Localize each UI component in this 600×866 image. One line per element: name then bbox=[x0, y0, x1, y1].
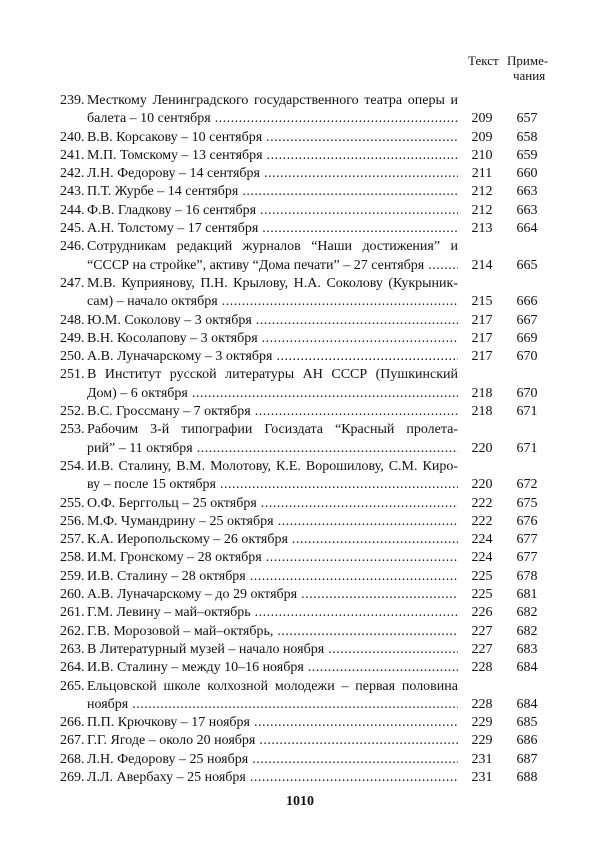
notes-page-number: 684 bbox=[516, 696, 538, 712]
entry-number: 251. bbox=[60, 367, 85, 383]
text-page-number: 222 bbox=[471, 495, 493, 511]
entry-title bbox=[87, 110, 458, 128]
toc-line bbox=[60, 165, 550, 183]
notes-page-number: 671 bbox=[516, 440, 538, 456]
text-page-number: 225 bbox=[471, 587, 493, 603]
notes-page-number: 663 bbox=[516, 184, 538, 200]
entry-number: 242. bbox=[60, 166, 85, 182]
entry-title-text: балета – 10 сентября bbox=[87, 111, 211, 127]
toc-line bbox=[60, 275, 550, 293]
entry-title-text: П.П. Крючкову – 17 ноября bbox=[87, 715, 250, 731]
entry-title-text: В Литературный музей – начало ноября bbox=[87, 641, 325, 657]
toc-line bbox=[60, 531, 550, 549]
entry-number: 261. bbox=[60, 605, 85, 621]
toc-line bbox=[60, 549, 550, 567]
toc-line bbox=[60, 623, 550, 641]
dot-leader bbox=[428, 257, 458, 275]
entry-number: 249. bbox=[60, 330, 85, 346]
entry-number: 266. bbox=[60, 715, 85, 731]
toc-line bbox=[60, 586, 550, 604]
text-page-number: 222 bbox=[471, 513, 493, 529]
entry-title-text: И.В. Сталину – 28 октября bbox=[87, 568, 246, 584]
notes-page-number: 670 bbox=[516, 385, 538, 401]
text-page-number: 209 bbox=[471, 111, 493, 127]
notes-page-number: 669 bbox=[516, 330, 538, 346]
dot-leader bbox=[261, 495, 458, 513]
text-page-number: 224 bbox=[471, 550, 493, 566]
entry-title bbox=[87, 604, 458, 622]
entry-number: 239. bbox=[60, 93, 85, 108]
text-page-number: 229 bbox=[471, 715, 493, 731]
entry-number: 253. bbox=[60, 422, 85, 438]
toc-line bbox=[60, 92, 550, 110]
dot-leader bbox=[242, 183, 458, 201]
toc-line bbox=[60, 641, 550, 659]
entry-number: 248. bbox=[60, 312, 85, 328]
toc-entry[interactable] bbox=[60, 147, 550, 165]
toc-line bbox=[60, 257, 550, 275]
entry-title-text: О.Ф. Берггольц – 25 октября bbox=[87, 495, 257, 511]
entry-title bbox=[87, 403, 458, 421]
text-page-number: 218 bbox=[471, 385, 493, 401]
toc-entry[interactable] bbox=[60, 330, 550, 348]
entry-title bbox=[87, 312, 458, 330]
toc-entry[interactable] bbox=[60, 92, 550, 129]
entry-number: 258. bbox=[60, 550, 85, 566]
notes-page-number: 685 bbox=[516, 715, 538, 731]
toc-line bbox=[60, 714, 550, 732]
entry-title-text: Л.Н. Федорову – 14 сентября bbox=[87, 166, 260, 182]
toc-entry[interactable] bbox=[60, 366, 550, 403]
entry-title bbox=[87, 586, 458, 604]
toc-line bbox=[60, 696, 550, 714]
toc-line bbox=[60, 568, 550, 586]
entry-title bbox=[87, 696, 458, 714]
text-page-number: 218 bbox=[471, 404, 493, 420]
toc-entry[interactable] bbox=[60, 183, 550, 201]
toc-entry[interactable] bbox=[60, 678, 550, 715]
text-page-number: 226 bbox=[471, 605, 493, 621]
toc-entry[interactable] bbox=[60, 751, 550, 769]
notes-page-number: 677 bbox=[516, 550, 538, 566]
entry-title bbox=[87, 476, 458, 494]
toc-entry[interactable] bbox=[60, 531, 550, 549]
dot-leader bbox=[197, 440, 458, 458]
entry-title-text: Ф.В. Гладкову – 16 сентября bbox=[87, 202, 257, 218]
toc-line bbox=[60, 238, 550, 256]
entry-title bbox=[87, 714, 458, 732]
entry-title: Рабочим 3-й типографии Госиздата “Красный пролета- bbox=[87, 422, 458, 438]
toc-entry[interactable] bbox=[60, 623, 550, 641]
toc-entry[interactable] bbox=[60, 495, 550, 513]
toc-line bbox=[60, 732, 550, 750]
toc-entry[interactable] bbox=[60, 202, 550, 220]
entry-title bbox=[87, 348, 458, 366]
entry-title: М.В. Куприянову, П.Н. Крылову, Н.А. Соколову (Кукрыник- bbox=[87, 275, 458, 291]
entry-title-text: Ю.М. Соколову – 3 октября bbox=[87, 312, 252, 328]
toc-entry[interactable] bbox=[60, 641, 550, 659]
notes-page-number: 682 bbox=[516, 605, 538, 621]
text-page-number: 212 bbox=[471, 202, 493, 218]
entry-title-text: ву – после 15 октября bbox=[87, 477, 216, 493]
toc-line bbox=[60, 421, 550, 439]
entry-title bbox=[87, 751, 458, 769]
entry-number: 247. bbox=[60, 275, 85, 291]
text-page-number: 224 bbox=[471, 532, 493, 548]
toc-entry[interactable] bbox=[60, 220, 550, 238]
toc-line bbox=[60, 202, 550, 220]
notes-page-number: 686 bbox=[516, 733, 538, 749]
entry-title bbox=[87, 257, 458, 275]
toc-entry[interactable] bbox=[60, 568, 550, 586]
notes-page-number: 672 bbox=[516, 477, 538, 493]
entry-title-text: В.Н. Косолапову – 3 октября bbox=[87, 330, 258, 346]
entry-title-text: В.С. Гроссману – 7 октября bbox=[87, 404, 251, 420]
entry-title-text: Л.Н. Федорову – 25 ноября bbox=[87, 751, 249, 767]
text-page-number: 211 bbox=[471, 166, 493, 182]
toc-line bbox=[60, 604, 550, 622]
text-page-number: 225 bbox=[471, 568, 493, 584]
entry-title bbox=[87, 495, 458, 513]
entry-number: 267. bbox=[60, 733, 85, 749]
entry-title bbox=[87, 202, 458, 220]
entry-title-text: ноября bbox=[87, 696, 129, 712]
entry-number: 268. bbox=[60, 751, 85, 767]
text-page-number: 227 bbox=[471, 641, 493, 657]
toc-line bbox=[60, 751, 550, 769]
dot-leader bbox=[262, 330, 458, 348]
entry-number: 245. bbox=[60, 221, 85, 237]
entry-title: Сотрудникам редакций журналов “Наши достижения” и bbox=[87, 239, 458, 255]
toc-line bbox=[60, 293, 550, 311]
notes-page-number: 678 bbox=[516, 568, 538, 584]
entry-number: 252. bbox=[60, 404, 85, 420]
toc-line bbox=[60, 330, 550, 348]
text-page-number: 220 bbox=[471, 477, 493, 493]
entry-number: 241. bbox=[60, 147, 85, 163]
toc-entry[interactable] bbox=[60, 513, 550, 531]
dot-leader bbox=[277, 623, 458, 641]
dot-leader bbox=[267, 147, 458, 165]
notes-page-number: 659 bbox=[516, 147, 538, 163]
entry-title-text: А.Н. Толстому – 17 сентября bbox=[87, 221, 259, 237]
entry-title bbox=[87, 330, 458, 348]
notes-page-number: 676 bbox=[516, 513, 538, 529]
toc-line bbox=[60, 129, 550, 147]
text-page-number: 215 bbox=[471, 294, 493, 310]
entry-title-text: И.М. Гронскому – 28 октября bbox=[87, 550, 262, 566]
entry-title-text: А.В. Луначарскому – до 29 октября bbox=[87, 587, 298, 603]
entry-title-text: Дом) – 6 октября bbox=[87, 385, 188, 401]
dot-leader bbox=[259, 732, 458, 750]
toc-line bbox=[60, 440, 550, 458]
toc-line bbox=[60, 385, 550, 403]
notes-page-number: 660 bbox=[516, 166, 538, 182]
notes-page-number: 681 bbox=[516, 587, 538, 603]
text-page-number: 228 bbox=[471, 660, 493, 676]
toc-entry[interactable] bbox=[60, 275, 550, 312]
dot-leader bbox=[266, 549, 458, 567]
entry-title-text: Г.Г. Ягоде – около 20 ноября bbox=[87, 733, 256, 749]
entry-title-text: Г.В. Морозовой – май–октябрь, bbox=[87, 623, 274, 639]
notes-page-number: 683 bbox=[516, 641, 538, 657]
toc-line bbox=[60, 495, 550, 513]
toc-line bbox=[60, 513, 550, 531]
notes-page-number: 665 bbox=[516, 257, 538, 273]
dot-leader bbox=[308, 659, 458, 677]
text-page-number: 217 bbox=[471, 330, 493, 346]
dot-leader bbox=[254, 714, 458, 732]
entry-title bbox=[87, 513, 458, 531]
entry-title bbox=[87, 129, 458, 147]
entry-title: Месткому Ленинградского государственного театра оперы и bbox=[87, 93, 458, 108]
entry-number: 262. bbox=[60, 623, 85, 639]
notes-page-number: 657 bbox=[516, 111, 538, 127]
entry-number: 246. bbox=[60, 239, 85, 255]
notes-page-number: 671 bbox=[516, 404, 538, 420]
text-page-number: 210 bbox=[471, 147, 493, 163]
dot-leader bbox=[256, 312, 458, 330]
toc-entry[interactable] bbox=[60, 604, 550, 622]
entry-number: 244. bbox=[60, 202, 85, 218]
page-number: 1010 bbox=[286, 794, 314, 809]
entry-title-text: М.П. Томскому – 13 сентября bbox=[87, 147, 263, 163]
entry-title-text: Г.М. Левину – май–октябрь bbox=[87, 605, 251, 621]
entry-title bbox=[87, 623, 458, 641]
text-page-number: 228 bbox=[471, 696, 493, 712]
entry-title bbox=[87, 769, 458, 787]
entry-number: 259. bbox=[60, 568, 85, 584]
entry-title bbox=[87, 183, 458, 201]
dot-leader bbox=[266, 129, 458, 147]
dot-leader bbox=[260, 202, 458, 220]
entry-title-text: рий” – 11 октября bbox=[87, 440, 193, 456]
toc-entry[interactable] bbox=[60, 403, 550, 421]
toc-entry[interactable] bbox=[60, 769, 550, 787]
toc-entry[interactable] bbox=[60, 549, 550, 567]
entry-title bbox=[87, 568, 458, 586]
dot-leader bbox=[255, 604, 458, 622]
entry-title: Ельцовской школе колхозной молодежи – первая половина bbox=[87, 678, 458, 694]
text-page-number: 227 bbox=[471, 623, 493, 639]
toc-line bbox=[60, 348, 550, 366]
entry-title-text: И.В. Сталину – между 10–16 ноября bbox=[87, 660, 304, 676]
entry-title-text: сам) – начало октября bbox=[87, 294, 218, 310]
entry-title-text: К.А. Иеропольскому – 26 октября bbox=[87, 532, 288, 548]
dot-leader bbox=[264, 165, 458, 183]
dot-leader bbox=[301, 586, 458, 604]
toc-line bbox=[60, 403, 550, 421]
toc-entry[interactable] bbox=[60, 659, 550, 677]
entry-title-text: “СССР на стройке”, активу “Дома печати” – 27 сентября bbox=[87, 257, 425, 273]
entry-title bbox=[87, 641, 458, 659]
notes-page-number: 658 bbox=[516, 129, 538, 145]
dot-leader bbox=[215, 110, 458, 128]
toc-entry[interactable] bbox=[60, 238, 550, 275]
text-page-number: 229 bbox=[471, 733, 493, 749]
dot-leader bbox=[276, 348, 458, 366]
toc-line bbox=[60, 110, 550, 128]
notes-page-number: 663 bbox=[516, 202, 538, 218]
toc-entry[interactable] bbox=[60, 129, 550, 147]
entry-number: 255. bbox=[60, 495, 85, 511]
toc-entry[interactable] bbox=[60, 732, 550, 750]
entry-title-text: В.В. Корсакову – 10 сентября bbox=[87, 129, 263, 145]
toc-entry[interactable] bbox=[60, 458, 550, 495]
toc-entry[interactable] bbox=[60, 586, 550, 604]
toc-line bbox=[60, 476, 550, 494]
entry-title bbox=[87, 147, 458, 165]
dot-leader bbox=[255, 403, 458, 421]
entry-number: 260. bbox=[60, 587, 85, 603]
entry-number: 269. bbox=[60, 769, 85, 785]
entry-title bbox=[87, 549, 458, 567]
column-header-text: Текст bbox=[468, 53, 499, 68]
notes-page-number: 677 bbox=[516, 532, 538, 548]
dot-leader bbox=[192, 385, 458, 403]
toc-line bbox=[60, 147, 550, 165]
dot-leader bbox=[328, 641, 458, 659]
entry-title bbox=[87, 440, 458, 458]
notes-page-number: 675 bbox=[516, 495, 538, 511]
entry-title bbox=[87, 385, 458, 403]
dot-leader bbox=[250, 568, 458, 586]
entry-title bbox=[87, 165, 458, 183]
notes-page-number: 670 bbox=[516, 349, 538, 365]
entry-title-text: М.Ф. Чумандрину – 25 октября bbox=[87, 513, 274, 529]
toc-entry[interactable] bbox=[60, 348, 550, 366]
entry-title: И.В. Сталину, В.М. Молотову, К.Е. Ворошилову, С.М. Киро- bbox=[87, 458, 458, 474]
entry-title bbox=[87, 732, 458, 750]
notes-page-number: 664 bbox=[516, 221, 538, 237]
notes-page-number: 666 bbox=[516, 294, 538, 310]
entry-number: 250. bbox=[60, 349, 85, 365]
text-page-number: 217 bbox=[471, 312, 493, 328]
toc-entry[interactable] bbox=[60, 165, 550, 183]
table-of-contents bbox=[60, 92, 550, 787]
text-page-number: 209 bbox=[471, 129, 493, 145]
toc-entry[interactable] bbox=[60, 714, 550, 732]
entry-title bbox=[87, 293, 458, 311]
dot-leader bbox=[262, 220, 458, 238]
entry-title-text: Л.Л. Авербаху – 25 ноября bbox=[87, 769, 246, 785]
entry-number: 264. bbox=[60, 660, 85, 676]
notes-page-number: 688 bbox=[516, 769, 538, 785]
entry-number: 256. bbox=[60, 513, 85, 529]
entry-title bbox=[87, 531, 458, 549]
notes-page-number: 667 bbox=[516, 312, 538, 328]
dot-leader bbox=[252, 751, 458, 769]
entry-title-text: А.В. Луначарскому – 3 октября bbox=[87, 349, 273, 365]
entry-title bbox=[87, 659, 458, 677]
entry-title: В Институт русской литературы АН СССР (Пушкинский bbox=[87, 367, 458, 383]
entry-number: 243. bbox=[60, 184, 85, 200]
column-header-notes-1: Приме- bbox=[507, 53, 549, 68]
text-page-number: 212 bbox=[471, 184, 493, 200]
notes-page-number: 682 bbox=[516, 623, 538, 639]
toc-line bbox=[60, 659, 550, 677]
text-page-number: 217 bbox=[471, 349, 493, 365]
entry-title-text: П.Т. Журбе – 14 сентября bbox=[87, 184, 239, 200]
entry-title bbox=[87, 220, 458, 238]
toc-line bbox=[60, 312, 550, 330]
dot-leader bbox=[132, 696, 458, 714]
dot-leader bbox=[220, 476, 458, 494]
text-page-number: 213 bbox=[471, 221, 493, 237]
notes-page-number: 687 bbox=[516, 751, 538, 767]
toc-entry[interactable] bbox=[60, 421, 550, 458]
toc-line bbox=[60, 183, 550, 201]
text-page-number: 231 bbox=[471, 751, 493, 767]
column-header-notes-2: чания bbox=[513, 68, 546, 83]
dot-leader bbox=[222, 293, 458, 311]
entry-number: 240. bbox=[60, 129, 85, 145]
toc-line bbox=[60, 769, 550, 787]
entry-number: 265. bbox=[60, 678, 85, 694]
dot-leader bbox=[250, 769, 458, 787]
text-page-number: 220 bbox=[471, 440, 493, 456]
toc-line bbox=[60, 220, 550, 238]
notes-page-number: 684 bbox=[516, 660, 538, 676]
toc-entry[interactable] bbox=[60, 312, 550, 330]
dot-leader bbox=[292, 531, 458, 549]
text-page-number: 214 bbox=[471, 257, 493, 273]
entry-number: 254. bbox=[60, 458, 85, 474]
text-page-number: 231 bbox=[471, 769, 493, 785]
toc-line bbox=[60, 458, 550, 476]
toc-line bbox=[60, 678, 550, 696]
entry-number: 263. bbox=[60, 641, 85, 657]
dot-leader bbox=[278, 513, 458, 531]
toc-line bbox=[60, 366, 550, 384]
entry-number: 257. bbox=[60, 532, 85, 548]
